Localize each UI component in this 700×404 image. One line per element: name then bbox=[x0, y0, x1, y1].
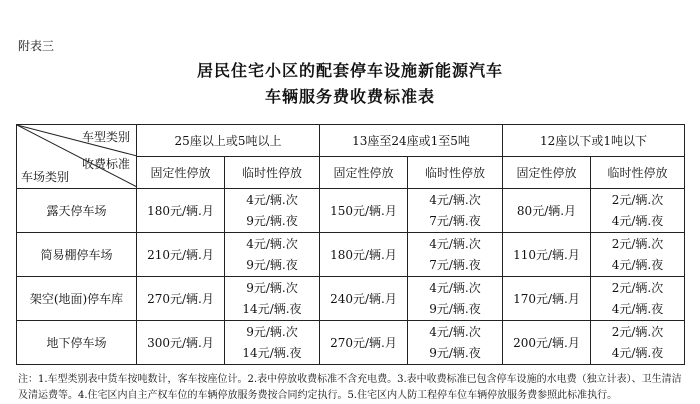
fixed-fee-cell: 270元/辆.月 bbox=[320, 321, 408, 365]
subheader-fixed: 固定性停放 bbox=[503, 157, 591, 189]
temporary-fee-cell bbox=[591, 233, 685, 277]
temporary-fee-line: 4元/辆.夜 bbox=[611, 301, 664, 316]
temporary-fee-cell bbox=[408, 233, 503, 277]
temporary-fee-line: 14元/辆.夜 bbox=[242, 345, 302, 360]
temporary-fee-line: 4元/辆.次 bbox=[429, 324, 481, 339]
temporary-fee-line: 9元/辆.次 bbox=[246, 324, 298, 339]
temporary-fee-cell bbox=[408, 189, 503, 233]
title-line-2: 车辆服务费收费标准表 bbox=[264, 87, 435, 106]
temporary-fee-cell bbox=[591, 321, 685, 365]
corner-label-fee-standard: 收费标准 bbox=[81, 157, 130, 171]
group-header-row bbox=[17, 125, 685, 157]
temporary-fee-cell bbox=[408, 277, 503, 321]
temporary-fee-line: 7元/辆.夜 bbox=[429, 213, 481, 228]
temporary-fee-line: 4元/辆.次 bbox=[246, 192, 298, 207]
temporary-fee-line: 2元/辆.次 bbox=[611, 192, 664, 207]
temporary-fee-line: 2元/辆.次 bbox=[611, 280, 664, 295]
temporary-fee-cell bbox=[225, 189, 320, 233]
subheader-temporary: 临时性停放 bbox=[225, 157, 320, 189]
footnote-line: 注：1.车型类别表中货车按吨数计，客车按座位计。2.表中停放收费标准不含充电费。3.表中收费标准已包含停车设施的水电费（独立计表）、卫生清洁 bbox=[18, 374, 682, 385]
subheader-temporary: 临时性停放 bbox=[408, 157, 503, 189]
fixed-fee-cell: 180元/辆.月 bbox=[137, 189, 225, 233]
title-line-1: 居民住宅小区的配套停车设施新能源汽车 bbox=[196, 61, 503, 80]
temporary-fee-cell bbox=[408, 321, 503, 365]
temporary-fee-line: 4元/辆.次 bbox=[429, 280, 481, 295]
corner-label-vehicle-type: 车型类别 bbox=[81, 130, 130, 144]
fixed-fee-cell: 150元/辆.月 bbox=[320, 189, 408, 233]
temporary-fee-line: 4元/辆.夜 bbox=[611, 257, 664, 272]
fixed-fee-cell: 80元/辆.月 bbox=[503, 189, 591, 233]
fixed-fee-cell: 200元/辆.月 bbox=[503, 321, 591, 365]
lot-type-cell: 架空(地面)停车库 bbox=[17, 277, 137, 321]
group-header: 13座至24座或1至5吨 bbox=[320, 125, 503, 157]
table-row bbox=[17, 321, 685, 365]
footnotes bbox=[18, 372, 686, 404]
temporary-fee-line: 2元/辆.次 bbox=[611, 236, 664, 251]
fixed-fee-cell: 170元/辆.月 bbox=[503, 277, 591, 321]
temporary-fee-line: 4元/辆.夜 bbox=[611, 213, 664, 228]
temporary-fee-line: 2元/辆.次 bbox=[611, 324, 664, 339]
corner-header-cell bbox=[17, 125, 137, 189]
corner-label-lot-type: 车场类别 bbox=[21, 170, 70, 184]
temporary-fee-cell bbox=[225, 233, 320, 277]
lot-type-cell: 简易棚停车场 bbox=[17, 233, 137, 277]
temporary-fee-line: 4元/辆.次 bbox=[429, 236, 481, 251]
temporary-fee-cell bbox=[225, 321, 320, 365]
fee-table bbox=[16, 124, 685, 365]
temporary-fee-line: 9元/辆.夜 bbox=[429, 301, 481, 316]
fixed-fee-cell: 210元/辆.月 bbox=[137, 233, 225, 277]
group-header: 12座以下或1吨以下 bbox=[503, 125, 685, 157]
footnote-line: 及清运费等。4.住宅区内自主产权车位的车辆停放服务费按合同约定执行。5.住宅区内人防工程停车位车辆停放服务费参照此标准执行。 bbox=[18, 390, 618, 401]
table-row bbox=[17, 277, 685, 321]
temporary-fee-line: 7元/辆.夜 bbox=[429, 257, 481, 272]
fixed-fee-cell: 270元/辆.月 bbox=[137, 277, 225, 321]
temporary-fee-cell bbox=[225, 277, 320, 321]
temporary-fee-line: 9元/辆.夜 bbox=[246, 257, 298, 272]
group-header: 25座以上或5吨以上 bbox=[137, 125, 320, 157]
temporary-fee-line: 4元/辆.次 bbox=[246, 236, 298, 251]
temporary-fee-line: 4元/辆.夜 bbox=[611, 345, 664, 360]
subheader-fixed: 固定性停放 bbox=[137, 157, 225, 189]
temporary-fee-line: 9元/辆.夜 bbox=[246, 213, 298, 228]
temporary-fee-line: 9元/辆.夜 bbox=[429, 345, 481, 360]
subheader-fixed: 固定性停放 bbox=[320, 157, 408, 189]
fixed-fee-cell: 110元/辆.月 bbox=[503, 233, 591, 277]
temporary-fee-line: 9元/辆.次 bbox=[246, 280, 298, 295]
temporary-fee-line: 14元/辆.夜 bbox=[242, 301, 302, 316]
temporary-fee-line: 4元/辆.次 bbox=[429, 192, 481, 207]
table-row bbox=[17, 233, 685, 277]
temporary-fee-cell bbox=[591, 189, 685, 233]
temporary-fee-cell bbox=[591, 277, 685, 321]
fixed-fee-cell: 240元/辆.月 bbox=[320, 277, 408, 321]
subheader-temporary: 临时性停放 bbox=[591, 157, 685, 189]
fixed-fee-cell: 300元/辆.月 bbox=[137, 321, 225, 365]
table-row bbox=[17, 189, 685, 233]
appendix-label: 附表三 bbox=[18, 39, 55, 53]
lot-type-cell: 露天停车场 bbox=[17, 189, 137, 233]
lot-type-cell: 地下停车场 bbox=[17, 321, 137, 365]
fixed-fee-cell: 180元/辆.月 bbox=[320, 233, 408, 277]
